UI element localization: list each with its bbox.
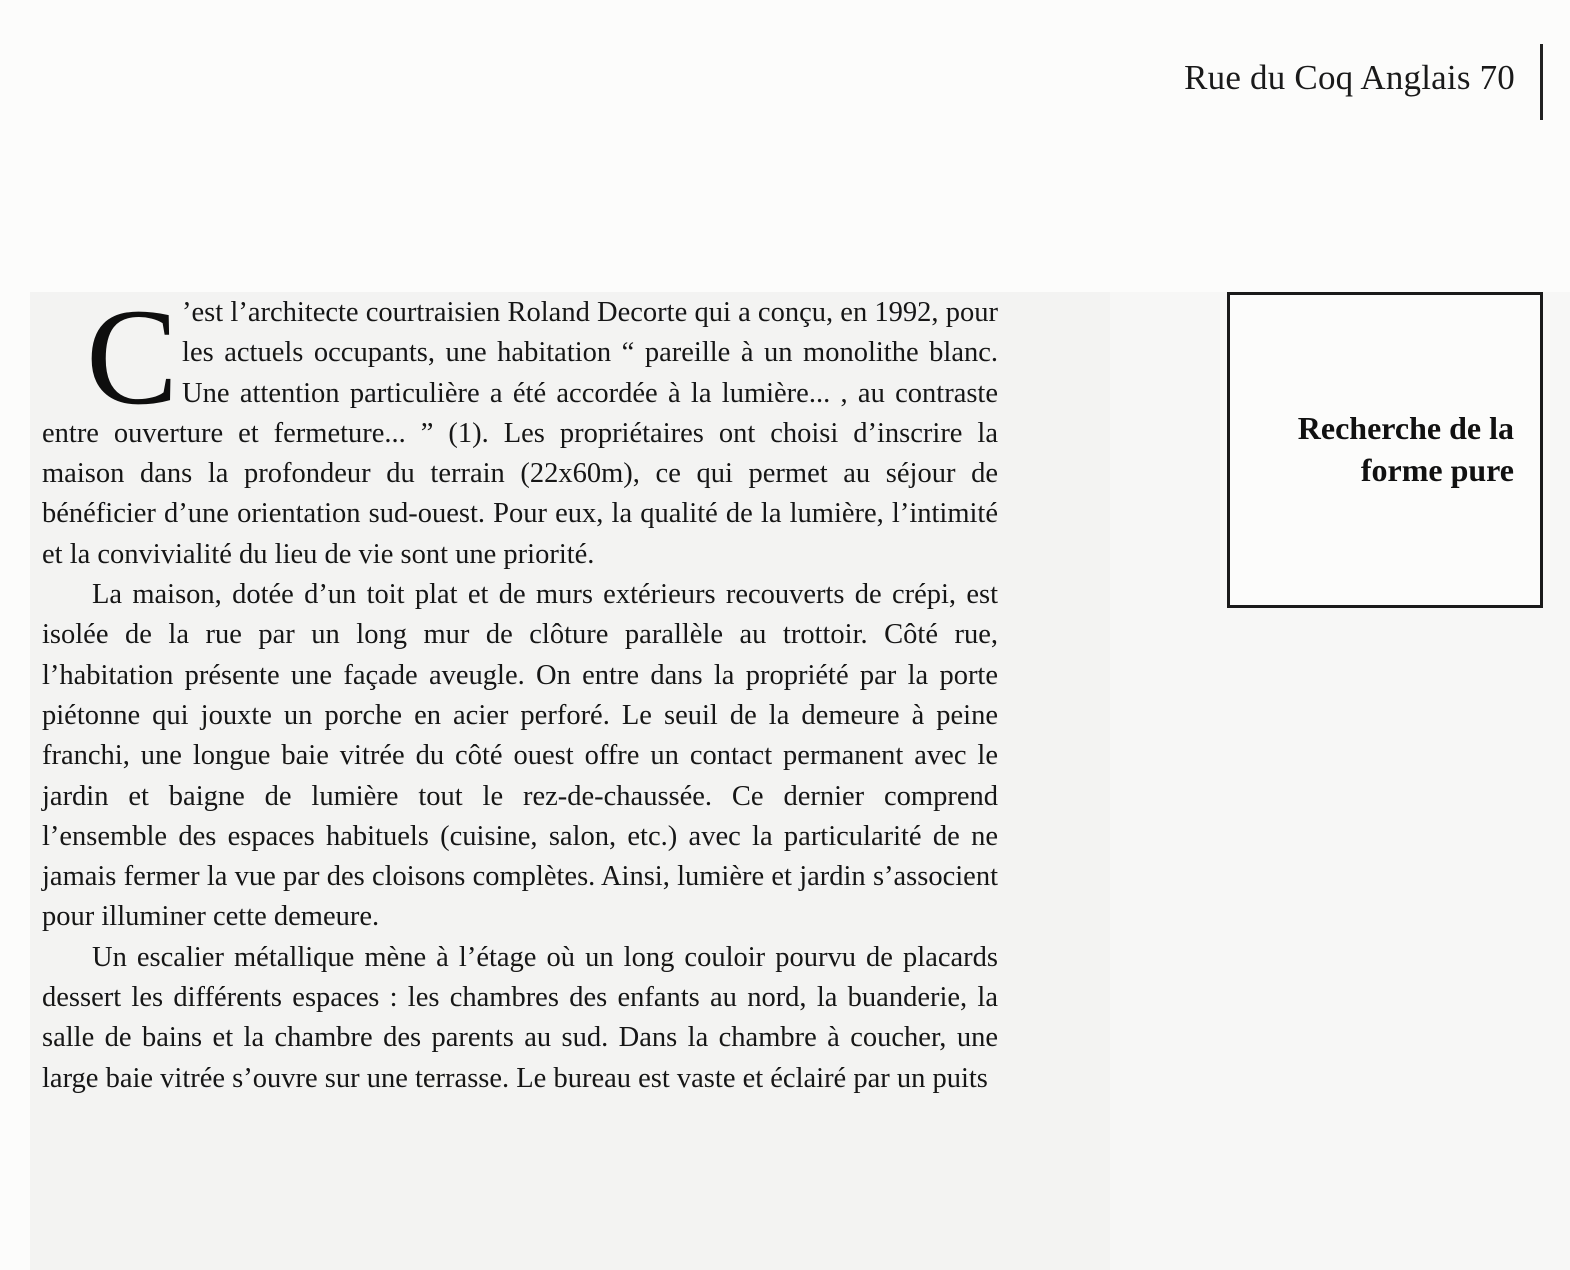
sidebar-title-line-2: forme pure — [1360, 452, 1514, 488]
sidebar-box — [1227, 292, 1543, 608]
running-head: Rue du Coq Anglais 70 — [1184, 58, 1515, 97]
sidebar-title-line-1: Recherche de la — [1297, 410, 1514, 446]
paragraph-1 — [42, 280, 998, 575]
article-body — [42, 280, 998, 1099]
paragraph-3: Un escalier métallique mène à l’étage où un long couloir pourvu de placards dessert les différents espaces : les chambres des enfants au nord, la buanderie, la salle de bains et la chambre des parents au sud. Dans la chambre à coucher, une large baie vitrée s’ouvre sur une terrasse. Le bureau est vaste et éclairé par un puits — [42, 941, 998, 1094]
running-head-rule — [1540, 44, 1543, 120]
paragraph-1-text: ’est l’architecte courtraisien Roland Decorte qui a conçu, en 1992, pour les actuels occupants, une habitation “ pareille à un monolithe blanc. Une attention particulière a été accordée à la lumière... , au contraste entre ouverture et fermeture... ” (1). Les propriétaires ont choisi d’inscrire la maison dans la profondeur du terrain (22x60m), ce qui permet au séjour de bénéficier d’une orientation sud-ouest. Pour eux, la qualité de la lumière, l’intimité et la convivialité du lieu de vie sont une priorité. — [42, 297, 998, 570]
paragraph-2: La maison, dotée d’un toit plat et de murs extérieurs recouverts de crépi, est isolée de la rue par un long mur de clôture parallèle au trottoir. Côté rue, l’habitation présente une façade aveugle. On entre dans la propriété par la porte piétonne qui jouxte un porche en acier perforé. Le seuil de la demeure à peine franchi, une longue baie vitrée du côté ouest offre un contact permanent avec le jardin et baigne de lumière tout le rez-de-chaussée. Ce dernier comprend l’ensemble des espaces habituels (cuisine, salon, etc.) avec la particularité de ne jamais fermer la vue par des cloisons complètes. Ainsi, lumière et jardin s’associent pour illuminer cette demeure. — [42, 579, 998, 933]
sidebar-title — [1234, 407, 1514, 491]
drop-cap: C — [86, 280, 179, 433]
